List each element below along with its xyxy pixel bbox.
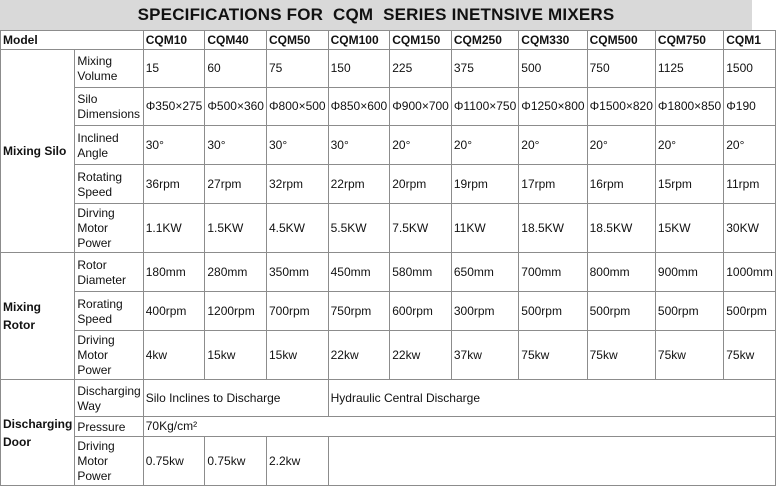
group-label-discharging-door: Discharging Door (1, 380, 75, 486)
table-cell: 75kw (587, 331, 655, 380)
table-cell: 4kw (143, 331, 205, 380)
table-row (1, 253, 776, 292)
table-cell: 500rpm (519, 292, 587, 331)
table-cell: 17rpm (519, 165, 587, 204)
table-cell: 900mm (655, 253, 723, 292)
table-row (1, 126, 776, 165)
table-cell: 30° (143, 126, 205, 165)
table-cell: 500rpm (724, 292, 776, 331)
table-cell: 750rpm (328, 292, 390, 331)
model-header: CQM40 (205, 31, 267, 50)
table-cell: Φ1800×850 (655, 88, 723, 126)
table-row (1, 292, 776, 331)
table-cell: 20° (724, 126, 776, 165)
table-cell: 500rpm (587, 292, 655, 331)
param-label: Rotating Speed (75, 165, 143, 204)
table-cell: 18.5KW (587, 204, 655, 253)
model-header: CQM100 (328, 31, 390, 50)
table-cell: 20° (655, 126, 723, 165)
table-cell: Φ500×360 (205, 88, 267, 126)
table-cell: 280mm (205, 253, 267, 292)
table-row (1, 331, 776, 380)
table-cell: 2.2kw (266, 437, 328, 486)
param-label: Rotor Diameter (75, 253, 143, 292)
table-cell: 300rpm (451, 292, 518, 331)
table-cell: 11rpm (724, 165, 776, 204)
table-cell: Φ350×275 (143, 88, 205, 126)
table-cell: 19rpm (451, 165, 518, 204)
table-cell: 450mm (328, 253, 390, 292)
param-label: Driving Motor Power (75, 331, 143, 380)
param-label: Dirving Motor Power (75, 204, 143, 253)
table-cell: 36rpm (143, 165, 205, 204)
param-label: Discharging Way (75, 380, 143, 417)
table-cell: Hydraulic Central Discharge (328, 380, 775, 417)
table-cell: 5.5KW (328, 204, 390, 253)
model-header: CQM50 (266, 31, 328, 50)
table-cell: 7.5KW (390, 204, 452, 253)
table-cell: 1200rpm (205, 292, 267, 331)
table-cell: 37kw (451, 331, 518, 380)
param-label: Driving Motor Power (75, 437, 143, 486)
param-label: Mixing Volume (75, 50, 143, 88)
table-row (1, 165, 776, 204)
table-cell: 500 (519, 50, 587, 88)
table-cell: 22kw (390, 331, 452, 380)
table-cell: 22rpm (328, 165, 390, 204)
table-cell: 150 (328, 50, 390, 88)
table-cell: 1.1KW (143, 204, 205, 253)
table-row (1, 417, 776, 437)
header-row (1, 31, 776, 50)
table-cell: 1.5KW (205, 204, 267, 253)
table-cell: Φ800×500 (266, 88, 328, 126)
table-cell: 350mm (266, 253, 328, 292)
model-header: CQM150 (390, 31, 452, 50)
table-cell: 225 (390, 50, 452, 88)
spec-table (0, 30, 776, 486)
table-cell: 500rpm (655, 292, 723, 331)
table-cell: 20° (587, 126, 655, 165)
table-cell: 1125 (655, 50, 723, 88)
table-cell: Φ1100×750 (451, 88, 518, 126)
table-cell: 15rpm (655, 165, 723, 204)
table-cell: 700rpm (266, 292, 328, 331)
table-cell: 800mm (587, 253, 655, 292)
model-label: Model (1, 31, 144, 50)
table-cell: 30KW (724, 204, 776, 253)
table-cell: Silo Inclines to Discharge (143, 380, 328, 417)
page-title: SPECIFICATIONS FOR CQM SERIES INETNSIVE MIXERS (0, 0, 752, 31)
param-label: Silo Dimensions (75, 88, 143, 126)
table-cell: 18.5KW (519, 204, 587, 253)
param-label: Rorating Speed (75, 292, 143, 331)
table-row (1, 50, 776, 88)
table-cell: Φ190 (724, 88, 776, 126)
table-cell: 20rpm (390, 165, 452, 204)
table-cell: 650mm (451, 253, 518, 292)
table-row (1, 204, 776, 253)
table-cell: 15kw (266, 331, 328, 380)
table-cell: 400rpm (143, 292, 205, 331)
table-cell: 22kw (328, 331, 390, 380)
table-cell: 180mm (143, 253, 205, 292)
table-cell: 700mm (519, 253, 587, 292)
table-cell: 30° (328, 126, 390, 165)
table-cell: 20° (451, 126, 518, 165)
param-label: Inclined Angle (75, 126, 143, 165)
table-cell: Φ1250×800 (519, 88, 587, 126)
table-cell: 30° (266, 126, 328, 165)
table-cell (328, 437, 775, 486)
param-label: Pressure (75, 417, 143, 437)
table-cell: 580mm (390, 253, 452, 292)
table-cell: 75 (266, 50, 328, 88)
table-row (1, 88, 776, 126)
table-cell: 16rpm (587, 165, 655, 204)
table-cell: 30° (205, 126, 267, 165)
table-cell: 0.75kw (205, 437, 267, 486)
table-cell: 70Kg/cm² (143, 417, 775, 437)
table-cell: 15 (143, 50, 205, 88)
table-cell: 15kw (205, 331, 267, 380)
table-cell: 60 (205, 50, 267, 88)
model-header: CQM500 (587, 31, 655, 50)
table-cell: 27rpm (205, 165, 267, 204)
table-cell: Φ1500×820 (587, 88, 655, 126)
model-header: CQM330 (519, 31, 587, 50)
group-label-mixing-rotor: Mixing Rotor (1, 253, 75, 380)
group-label-mixing-silo: Mixing Silo (1, 50, 75, 253)
table-cell: 75kw (519, 331, 587, 380)
table-cell: 75kw (655, 331, 723, 380)
table-row (1, 380, 776, 417)
table-cell: 1000mm (724, 253, 776, 292)
table-cell: Φ850×600 (328, 88, 390, 126)
model-header: CQM10 (143, 31, 205, 50)
table-cell: 600rpm (390, 292, 452, 331)
model-header: CQM250 (451, 31, 518, 50)
table-cell: 0.75kw (143, 437, 205, 486)
table-cell: 1500 (724, 50, 776, 88)
table-cell: 20° (390, 126, 452, 165)
table-cell: 15KW (655, 204, 723, 253)
table-cell: 32rpm (266, 165, 328, 204)
table-cell: 75kw (724, 331, 776, 380)
table-row (1, 437, 776, 486)
model-header: CQM750 (655, 31, 723, 50)
table-cell: 750 (587, 50, 655, 88)
model-header: CQM1 (724, 31, 776, 50)
table-cell: 375 (451, 50, 518, 88)
table-cell: 4.5KW (266, 204, 328, 253)
table-cell: 11KW (451, 204, 518, 253)
table-cell: Φ900×700 (390, 88, 452, 126)
table-cell: 20° (519, 126, 587, 165)
